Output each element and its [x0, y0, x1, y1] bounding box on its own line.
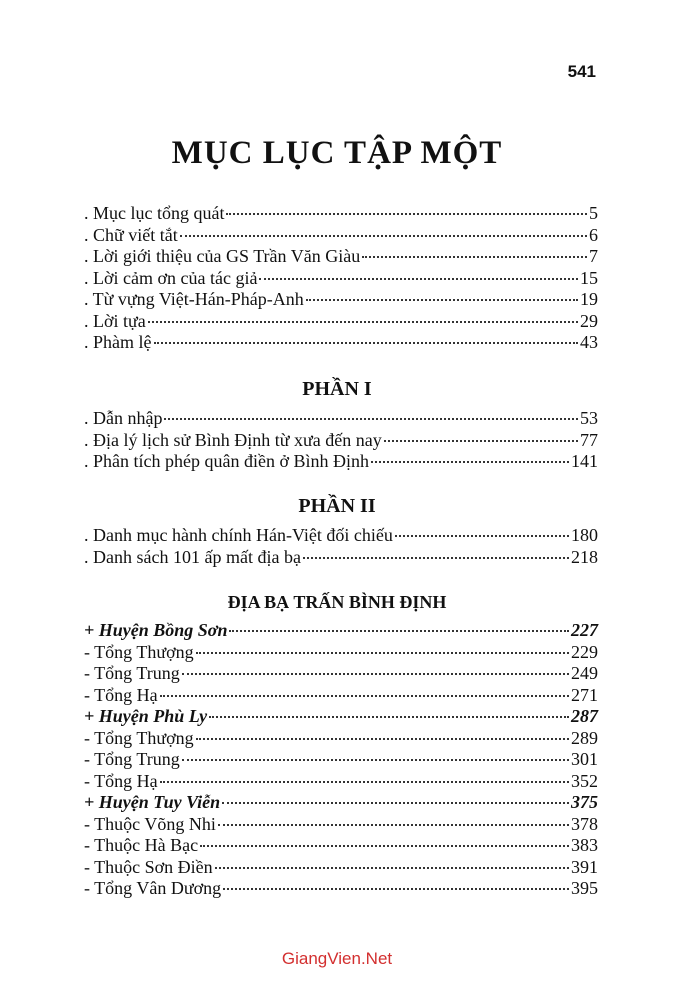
toc-entry-page: 218 — [571, 546, 598, 567]
toc-entry-page: 289 — [571, 727, 598, 748]
page-title: MỤC LỤC TẬP MỘT — [171, 135, 503, 171]
toc-entry — [84, 430, 598, 452]
toc-entry — [84, 814, 598, 836]
dot-leader — [160, 695, 569, 697]
dot-leader — [154, 342, 579, 344]
dot-leader — [229, 630, 569, 632]
toc-part1-section — [84, 408, 598, 473]
toc-entry — [84, 225, 598, 247]
toc-entry-label: . Lời cảm ơn của tác giả — [84, 267, 258, 288]
toc-entry-page: 229 — [571, 641, 598, 662]
toc-entry — [84, 792, 598, 814]
toc-entry-page: 6 — [589, 224, 598, 245]
toc-entry-page: 29 — [580, 310, 598, 331]
dot-leader — [306, 299, 578, 301]
dot-leader — [395, 535, 569, 537]
toc-entry-page: 378 — [571, 813, 598, 834]
dot-leader — [223, 888, 569, 890]
watermark: GiangVien.Net — [281, 949, 393, 968]
dot-leader — [196, 738, 569, 740]
toc-entry-page: 395 — [571, 878, 598, 898]
page-number: 541 — [567, 62, 596, 81]
toc-entry — [84, 246, 598, 268]
toc-entry — [84, 289, 598, 311]
toc-entry-label: + Huyện Tuy Viễn — [84, 792, 221, 812]
toc-entry-page: 5 — [589, 203, 598, 223]
toc-entry-page: 383 — [571, 835, 598, 855]
toc-entry-page: 77 — [580, 429, 598, 450]
toc-entry-label: . Lời giới thiệu của GS Trần Văn Giàu — [84, 246, 361, 266]
toc-entry-page: 301 — [571, 749, 598, 769]
dot-leader — [222, 802, 569, 804]
dot-leader — [180, 235, 587, 237]
toc-entry-label: . Chữ viết tắt — [84, 224, 178, 245]
dot-leader — [218, 824, 569, 826]
toc-entry — [84, 311, 598, 333]
toc-entry — [84, 268, 598, 290]
toc-entry-label: - Tổng Thượng — [84, 641, 194, 662]
toc-entry — [84, 771, 598, 793]
toc-entry-label: - Tổng Trung — [84, 663, 180, 683]
dot-leader — [226, 213, 587, 215]
toc-entry-label: - Thuộc Hà Bạc — [84, 835, 199, 855]
toc-entry — [84, 835, 598, 857]
toc-entry — [84, 728, 598, 750]
toc-entry — [84, 685, 598, 707]
toc-entry-label: . Mục lục tổng quát — [84, 203, 225, 223]
toc-entry-page: 227 — [571, 620, 598, 640]
toc-entry-page: 271 — [571, 684, 598, 705]
toc-entry-page: 180 — [571, 525, 598, 545]
toc-entry — [84, 663, 598, 685]
toc-entry — [84, 706, 598, 728]
toc-entry-label: . Từ vựng Việt-Hán-Pháp-Anh — [84, 289, 304, 309]
toc-entry-page: 7 — [589, 246, 598, 266]
dot-leader — [215, 867, 569, 869]
toc-entry-label: . Danh mục hành chính Hán-Việt đối chiếu — [84, 525, 393, 545]
toc-entry — [84, 547, 598, 569]
toc-entry — [84, 749, 598, 771]
dot-leader — [200, 845, 569, 847]
toc-entry-page: 53 — [580, 408, 598, 428]
toc-entry-label: - Thuộc Sơn Điền — [84, 856, 213, 877]
toc-entry-page: 287 — [571, 706, 598, 726]
toc-entry-label: - Tổng Hạ — [84, 770, 158, 791]
dot-leader — [182, 673, 569, 675]
toc-entry — [84, 525, 598, 547]
toc-entry-label: . Danh sách 101 ấp mất địa bạ — [84, 546, 301, 567]
toc-dia-ba-section — [84, 620, 598, 900]
toc-entry-label: + Huyện Phù Ly — [84, 706, 208, 726]
dot-leader — [209, 716, 569, 718]
toc-entry-label: . Dẫn nhập — [84, 408, 163, 428]
toc-entry-page: 141 — [571, 451, 598, 471]
toc-entry-label: - Tổng Trung — [84, 749, 180, 769]
toc-entry-page: 43 — [580, 332, 598, 352]
toc-entry — [84, 451, 598, 473]
toc-entry — [84, 642, 598, 664]
toc-entry-label: . Địa lý lịch sử Bình Định từ xưa đến nay — [84, 429, 382, 450]
toc-entry-label: . Lời tựa — [84, 310, 146, 331]
dot-leader — [148, 321, 578, 323]
dot-leader — [182, 759, 569, 761]
toc-part2-section — [84, 525, 598, 568]
toc-entry — [84, 620, 598, 642]
dot-leader — [303, 557, 569, 559]
part1-title: PHẦN I — [302, 378, 372, 400]
toc-entry — [84, 878, 598, 900]
toc-entry-label: . Phàm lệ — [84, 332, 152, 352]
dot-leader — [259, 278, 578, 280]
toc-entry — [84, 857, 598, 879]
dia-ba-title: ĐỊA BẠ TRẤN BÌNH ĐỊNH — [227, 592, 447, 612]
toc-entry-page: 352 — [571, 770, 598, 791]
toc-entry — [84, 408, 598, 430]
toc-entry — [84, 332, 598, 354]
toc-entry-page: 249 — [571, 663, 598, 683]
toc-intro-section — [84, 203, 598, 354]
toc-entry-label: + Huyện Bồng Sơn — [84, 620, 228, 640]
part2-title: PHẦN II — [298, 495, 376, 517]
dot-leader — [371, 461, 569, 463]
toc-entry-label: - Tổng Vân Dương — [84, 878, 222, 898]
dot-leader — [164, 418, 578, 420]
toc-entry-page: 391 — [571, 856, 598, 877]
dot-leader — [362, 256, 587, 258]
toc-entry-page: 19 — [580, 289, 598, 309]
toc-entry-page: 15 — [580, 267, 598, 288]
toc-entry-label: - Tổng Hạ — [84, 684, 158, 705]
dot-leader — [196, 652, 569, 654]
toc-entry-label: - Tổng Thượng — [84, 727, 194, 748]
toc-entry-page: 375 — [571, 792, 598, 812]
dot-leader — [160, 781, 569, 783]
toc-entry-label: . Phân tích phép quân điền ở Bình Định — [84, 451, 369, 471]
dot-leader — [384, 440, 578, 442]
toc-entry-label: - Thuộc Võng Nhi — [84, 813, 216, 834]
toc-entry — [84, 203, 598, 225]
